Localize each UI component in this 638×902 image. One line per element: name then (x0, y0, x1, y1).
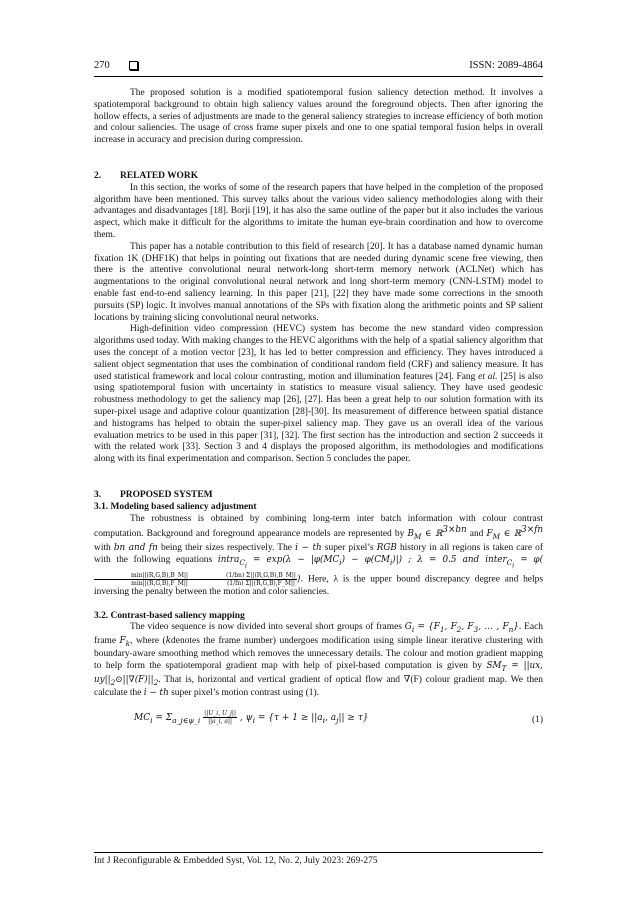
subsection-3-1-paragraph: The robustness is obtained by combining long-term inter batch information with colour contrast computation. Background and foreground appearance models are represented by $B_M$ ∈ ℝ$^{3\times bn}$ and $F_M$ ∈ ℝ$^{3\times fn}$ with bn and fn being their sizes respectively. The i − th super pixel’s RGB history in all regions is taken care of with the following equations intra$_{C_i}$ = $\exp(\lambda - |\varphi(MC_i) - \varphi(CM_i)|)$ ; λ = 0.5 and inter$_{C_i}$ = φ( $\frac{\min||(R,G,B),B\_M||}{\min||(R,G,B),F\_M||}$ $\frac{(1/bn) \Sigma||(R,G,B),B\_M||}{(1/fn) \Sigma||(R,G,B),F\_M||}$ ). Here, λ is the upper bound discrepancy degree and helps inversing the penalty between the motion and color saliencies. (94, 513, 544, 597)
checkbox-glyph-icon (129, 61, 138, 70)
subsection-3-2-paragraph: The video sequence is now divided into several short groups of frames $G_i = \{F_1$, $F_2$, $F_3$, … , $F_n$}. Each frame $F_k$, where (kdenotes the frame number) undergoes modification using simple linear iterative clustering with boundary-aware smoothing method which removes the unnecessary details. The colour and motion gradient mapping to help form the spatiotemporal gradient map with help of pixel-based computation is given by $SM_T = ||ux$, $uy||_2⊙||\nabla(F)||_2$. That is, horizontal and vertical gradient of optical flow and ∇(F) colour gradient map. We then calculate the i − th super pixel’s motion contrast using (1). (94, 622, 543, 699)
fraction-sum: $\frac{(1/bn) \Sigma||(R,G,B),B\_M||}{(1/fn) \Sigma||(R,G,B),F\_M||}$ (189, 572, 297, 587)
subsection-heading-3-2: 3.2. Contrast-based saliency mapping (94, 610, 245, 621)
page-footer: Int J Reconfigurable & Embedded Syst, Vol. 12, No. 2, July 2023: 269-275 (94, 852, 543, 866)
intro-paragraph: The proposed solution is a modified spatiotemporal fusion saliency detection method. It involves a spatiotemporal background to obtain high saliency values around the foreground objects. Then after ignoring the hollow effects, a series of adjustments are made to the general saliency strategies to increase efficiency of both motion and colour saliencies. The usage of cross frame super pixels and one to one spatial temporal fusion helps in overall increase in accuracy and precision during compression. (94, 88, 543, 146)
related-work-paragraph-3: High-definition video compression (HEVC) system has become the new standard video compression algorithms used today. With making changes to the HEVC algorithms with the help of a spatial saliency algorithm that uses the concept of a motion vector [23], It has led to better compression and efficiency. They haves introduced a salient object segmentation that uses the combination of conditional random field (CRF) and saliency measure. It has used statistical framework and local colour contrasting, motion and illumination features [24]. Fang et al. [25] is also using spatiotemporal fusion with uncertainty in statistics to measure visual saliency. They have used geodesic robustness methodology to get the saliency map [26], [27]. Has been a great help to our solution formation with its super-pixel usage and adaptive colour quantization [28]-[30]. Its measurement of difference between spatial distance and histograms has helped to obtain the super-pixel saliency map. They gave us an overall idea of the various evaluation metrics to be used in this paper [31], [32]. The first section has the introduction and section 2 succeeds it with the related work [33]. Section 3 and 4 displays the proposed algorithm, its methodologies and modifications along with its final experimentation and comparison. Section 5 concludes the paper. (94, 324, 543, 465)
related-work-paragraph-1: In this section, the works of some of the research papers that have helped in the completion of the proposed algorithm have been mentioned. This survey talks about the various video saliency methodologies along with their advantages and disadvantages [18]. Borji [19], it has also the same outline of the paper but it also includes the various aspect, which make it difficult for the algorithms to imitate the human eye-brain coordination and how to overcome them. (94, 182, 543, 240)
page-number: 270 (94, 60, 110, 71)
related-work-paragraph-2: This paper has a notable contribution to this field of research [20]. It has a database named dynamic human fixation 1K (DHF1K) that helps in pointing out fixations that are needed during dynamic scene free viewing, then there is the attentive convolutional neural network-long short-term memory network (ACLNet) which has augmentations to the original convolutional neural network and long short-term memory (CNN-LSTM) model to enable fast end-to-end saliency learning. In this paper [21], [22] they have made some corrections in the smooth pursuits (SP) logic. It involves manual annotations of the SPs with fixation along the arithmetic points and SP salient locations by training slicing convolutional neural networks. (94, 241, 543, 323)
page-body (94, 88, 543, 736)
fraction-min: $\frac{\min||(R,G,B),B\_M||}{\min||(R,G,B),F\_M||}$ (94, 572, 189, 587)
equation-1-fraction: $\frac{||U\_i, U\_j||}{||a\_i, a||}$ (204, 710, 236, 726)
equation-1: $MC_i = \Sigma_{a\_j\in\psi\_i}$ $\frac{||U\_i, U\_j||}{||a\_i, a||}$ , $\psi_i = \{\tau + 1 \ge ||a_i$, $a_j|| \ge \tau$} (1) (134, 710, 543, 726)
subsection-heading-3-1: 3.1. Modeling based saliency adjustment (94, 501, 257, 512)
section-heading-related-work: 2. RELATED WORK (94, 170, 199, 181)
section-heading-proposed-system: 3. PROPOSED SYSTEM (94, 489, 213, 500)
issn: ISSN: 2089-4864 (469, 60, 543, 71)
equation-number: (1) (531, 715, 543, 726)
page-header (94, 58, 543, 77)
